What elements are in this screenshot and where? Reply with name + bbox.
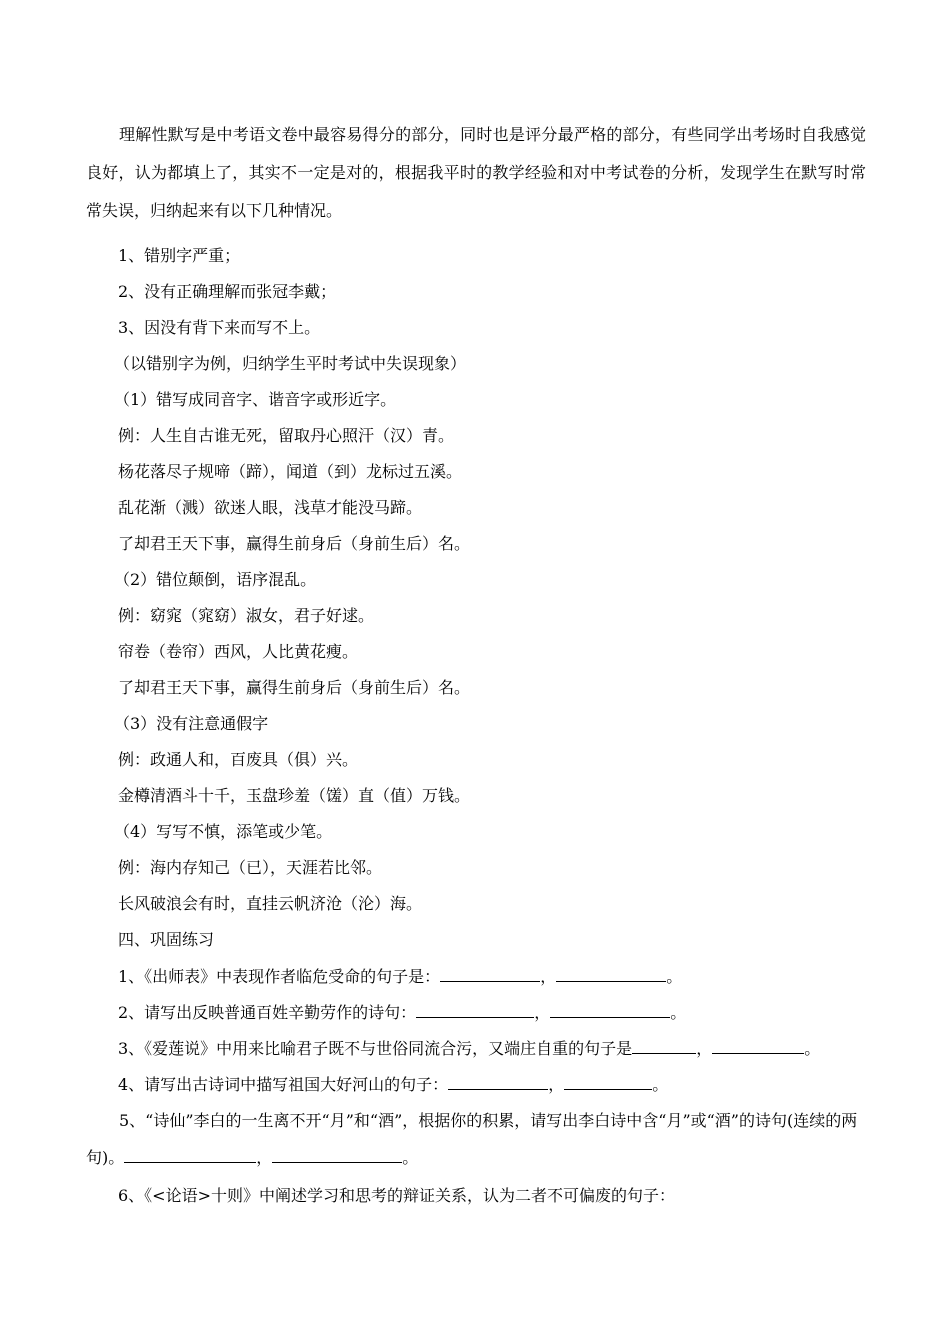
question-text: 4、请写出古诗词中描写祖国大好河山的句子： xyxy=(118,1075,449,1094)
reason-item: 2、没有正确理解而张冠李戴； xyxy=(118,282,337,301)
period: 。 xyxy=(402,1148,419,1167)
example-line: 例：窈窕（窕窈）淑女，君子好逑。 xyxy=(118,606,375,625)
question-6 xyxy=(118,1186,675,1206)
answer-blank[interactable] xyxy=(272,1147,402,1163)
answer-blank[interactable] xyxy=(550,1002,670,1018)
question-4 xyxy=(118,1074,668,1095)
answer-blank[interactable] xyxy=(712,1038,804,1054)
answer-blank[interactable] xyxy=(556,966,666,982)
question-text: 6、《<论语>十则》中阐述学习和思考的辩证关系，认为二者不可偏废的句子： xyxy=(118,1186,675,1205)
comma: ， xyxy=(548,1075,565,1094)
comma: ， xyxy=(256,1148,273,1167)
period: 。 xyxy=(666,967,683,986)
question-text: 1、《出师表》中表现作者临危受命的句子是： xyxy=(118,967,441,986)
answer-blank[interactable] xyxy=(416,1002,534,1018)
example-line: 例：政通人和，百废具（俱）兴。 xyxy=(118,750,359,769)
period: 。 xyxy=(652,1075,669,1094)
question-5 xyxy=(86,1102,866,1176)
comma: ， xyxy=(540,967,557,986)
example-line: 了却君王天下事，赢得生前身后（身前生后）名。 xyxy=(118,678,471,697)
question-2 xyxy=(118,1002,686,1023)
example-line: 杨花落尽子规啼（蹄），闻道（到）龙标过五溪。 xyxy=(118,462,463,481)
intro-paragraph: 理解性默写是中考语文卷中最容易得分的部分，同时也是评分最严格的部分，有些同学出考场时自我感觉良好，认为都填上了，其实不一定是对的，根据我平时的教学经验和对中考试卷的分析，发现学生在默写时常常失误，归纳起来有以下几种情况。 xyxy=(86,125,866,220)
question-text: 3、《爱莲说》中用来比喻君子既不与世俗同流合污，又端庄自重的句子是 xyxy=(118,1039,633,1058)
answer-blank[interactable] xyxy=(632,1038,696,1054)
section-heading: （2）错位颠倒，语序混乱。 xyxy=(114,570,317,589)
example-line: 长风破浪会有时，直挂云帆济沧（沦）海。 xyxy=(118,894,423,913)
section-heading: （4）写写不慎，添笔或少笔。 xyxy=(114,822,333,841)
reason-item: 3、因没有背下来而写不上。 xyxy=(118,318,321,337)
question-3 xyxy=(118,1038,820,1059)
answer-blank[interactable] xyxy=(564,1074,652,1090)
example-line: 帘卷（卷帘）西风，人比黄花瘦。 xyxy=(118,642,359,661)
question-1 xyxy=(118,966,682,987)
example-line: 金樽清酒斗十千，玉盘珍羞（馐）直（值）万钱。 xyxy=(118,786,471,805)
section-heading: （3）没有注意通假字 xyxy=(114,714,269,733)
practice-heading: 四、巩固练习 xyxy=(118,930,215,949)
answer-blank[interactable] xyxy=(124,1147,256,1163)
example-line: 例：人生自古谁无死，留取丹心照汗（汉）青。 xyxy=(118,426,455,445)
comma: ， xyxy=(534,1003,551,1022)
example-line: 例：海内存知己（已），天涯若比邻。 xyxy=(118,858,383,877)
answer-blank[interactable] xyxy=(448,1074,548,1090)
comma: ， xyxy=(696,1039,713,1058)
question-text: 2、请写出反映普通百姓辛勤劳作的诗句： xyxy=(118,1003,417,1022)
period: 。 xyxy=(804,1039,821,1058)
reason-item: 1、错别字严重； xyxy=(118,246,241,265)
section-heading: （1）错写成同音字、谐音字或形近字。 xyxy=(114,390,397,409)
example-line: 乱花渐（溅）欲迷人眼，浅草才能没马蹄。 xyxy=(118,498,423,517)
answer-blank[interactable] xyxy=(440,966,540,982)
period: 。 xyxy=(670,1003,687,1022)
note-text: （以错别字为例，归纳学生平时考试中失误现象） xyxy=(114,354,467,373)
question-text: 5、“诗仙”李白的一生离不开“月”和“酒”，根据你的积累，请写出李白诗中含“月”或“酒”的诗句(连续的两句)。 xyxy=(86,1111,858,1167)
example-line: 了却君王天下事，赢得生前身后（身前生后）名。 xyxy=(118,534,471,553)
